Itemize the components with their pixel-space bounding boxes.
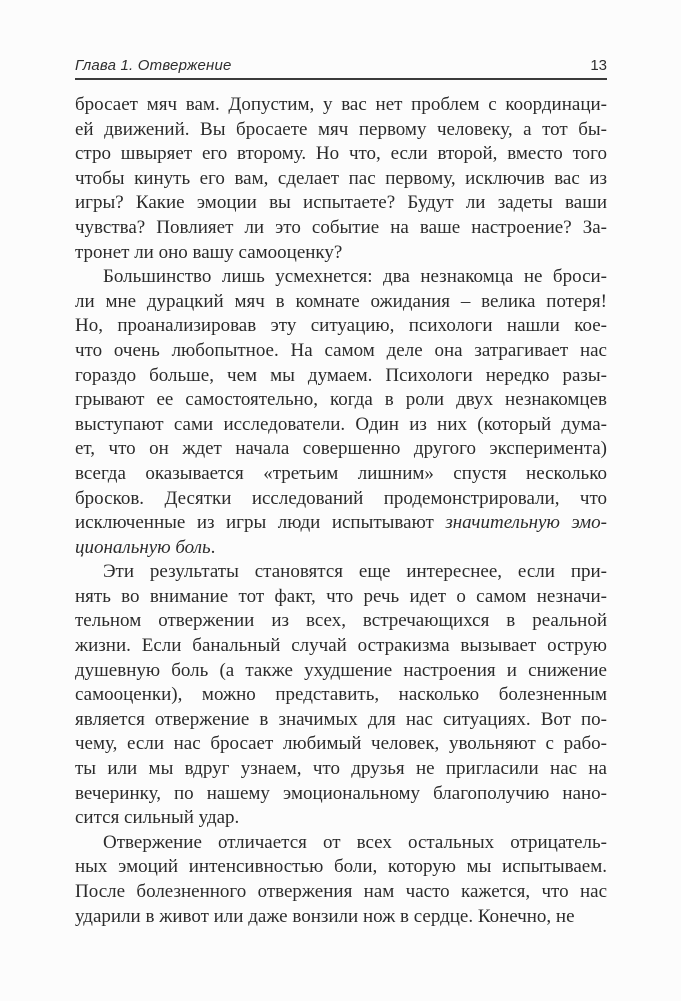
text-line: ли мне дурацкий мяч в комнате ожидания – велика потеря! (75, 290, 607, 312)
text-line: тронет ли оно вашу самооценку? (75, 241, 343, 263)
text-line: жизни. Если банальный случай остракизма вызывает острую (75, 635, 607, 657)
page-body (75, 93, 607, 929)
text-line: нять во внимание тот факт, что речь идет о самом незначи- (75, 585, 607, 607)
text-line: гораздо больше, чем мы думаем. Психологи нередко разы- (75, 364, 607, 386)
text-line: После болезненного отвержения нам часто кажется, что нас (75, 881, 607, 902)
chapter-title: Глава 1. Отвержение (75, 57, 232, 74)
text-line: вечеринку, по нашему эмоциональному благополучию нано- (75, 782, 607, 804)
text-line: чему, если нас бросает любимый человек, увольняют с рабо- (75, 733, 607, 755)
text-line: тельном отвержении из всех, встречающихся в реальной (75, 610, 607, 632)
text-line: чувства? Повлияет ли это событие на ваше настроение? За- (75, 216, 607, 238)
text-line: ет, что он ждет начала совершенно другого эксперимента) (75, 438, 607, 460)
text-line: душевную боль (а также ухудшение настроения и снижение (75, 659, 607, 681)
text-line: Но, проанализировав эту ситуацию, психологи нашли кое- (75, 315, 607, 337)
paragraph (75, 560, 607, 831)
text-line: стро швыряет его второму. Но что, если второй, вместо того (75, 143, 607, 165)
text-line: игры? Какие эмоции вы испытаете? Будут ли задеты ваши (75, 192, 607, 214)
text-line: является отвержение в значимых для нас ситуациях. Вот по- (75, 708, 607, 730)
text-line: ты или мы вдруг узнаем, что друзья не пригласили нас на (75, 758, 607, 780)
text-line: бросает мяч вам. Допустим, у вас нет проблем с координаци- (75, 94, 607, 115)
text-line: что очень любопытное. На самом деле она затрагивает нас (75, 339, 607, 361)
page-number: 13 (590, 57, 607, 74)
text-line: бросков. Десятки исследований продемонстрировали, что (75, 487, 607, 509)
page-header (75, 57, 607, 74)
paragraph (75, 265, 607, 560)
paragraph (75, 93, 607, 265)
text-line: сится сильный удар. (75, 807, 240, 829)
text-line: ударили в живот или даже вонзили нож в сердце. Конечно, не (75, 905, 575, 927)
text-line: Большинство лишь усмехнется: два незнакомца не броси- (103, 266, 607, 288)
header-rule (75, 78, 607, 80)
text-line: чтобы кинуть его вам, сделает пас первому, исключив вас из (75, 167, 607, 189)
text-line: Отвержение отличается от всех остальных отрицатель- (103, 831, 607, 853)
text-line: грывают ее самостоятельно, когда в роли двух незнакомцев (75, 389, 607, 411)
text-line: циональную боль. (75, 536, 216, 558)
text-line: исключенные из игры люди испытывают значительную эмо- (75, 512, 607, 534)
paragraph (75, 831, 607, 929)
text-line: выступают сами исследователи. Один из них (который дума- (75, 413, 607, 435)
text-line: ных эмоций интенсивностью боли, которую мы испытываем. (75, 856, 607, 878)
text-line: Эти результаты становятся еще интереснее, если при- (103, 561, 607, 583)
text-line: ей движений. Вы бросаете мяч первому человеку, а тот бы- (75, 118, 607, 140)
text-line: всегда оказывается «третьим лишним» спустя несколько (75, 462, 607, 484)
text-line: самооценки), можно представить, насколько болезненным (75, 684, 607, 706)
